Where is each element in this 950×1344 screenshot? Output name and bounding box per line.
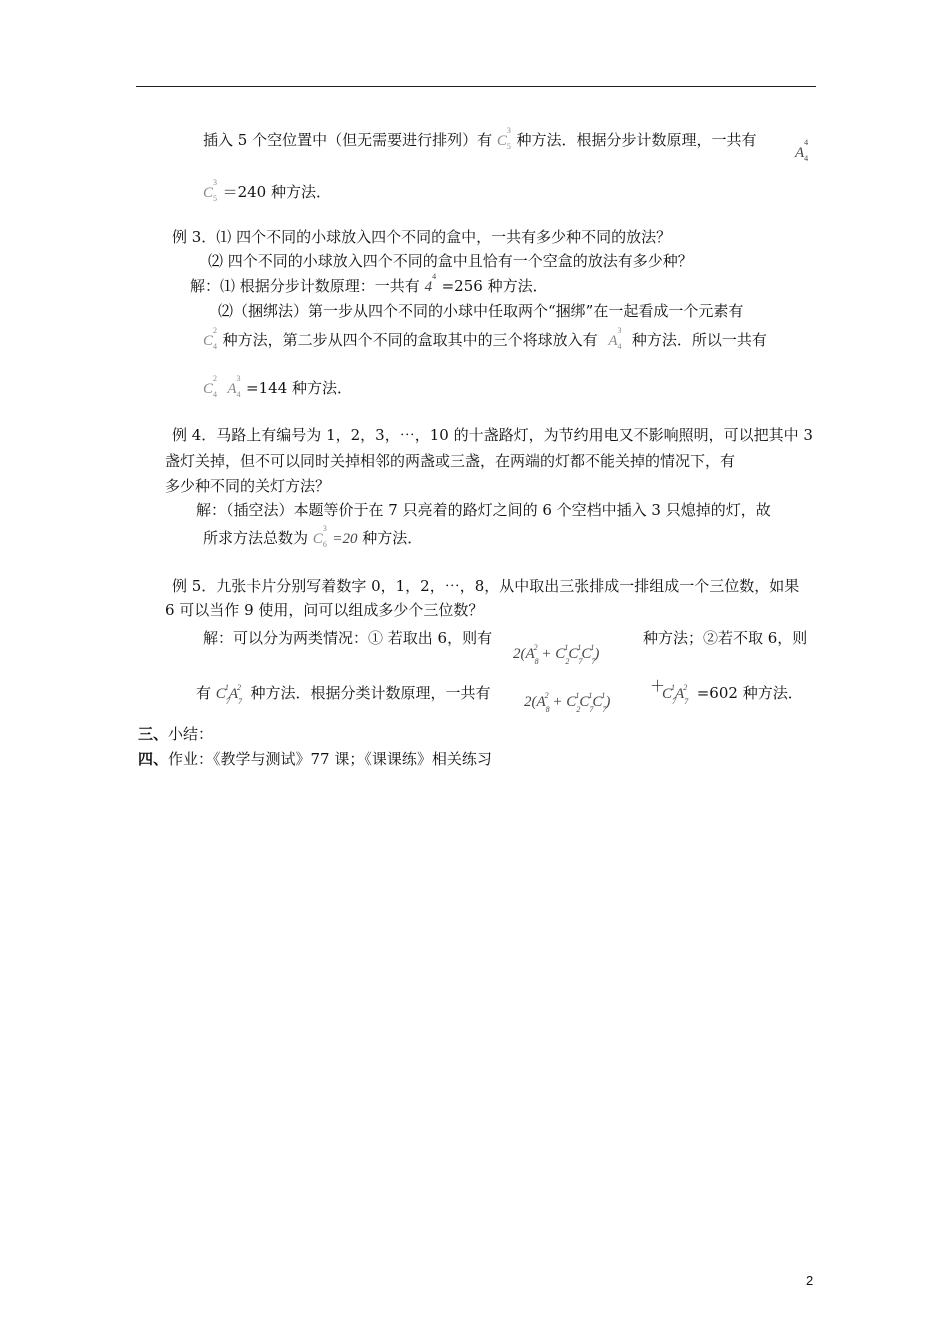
formula-A-4-4: A 4 4: [795, 138, 809, 163]
example-3-question-1: 例 3．⑴ 四个不同的小球放入四个不同的盒中，一共有多少种不同的放法？: [172, 228, 672, 246]
example-5-answer-1: 解：可以分为两类情况：① 若取出 6，则有: [203, 629, 493, 647]
section-homework: 四、作业：《教学与测试》77 课；《课课练》相关练习: [138, 750, 492, 768]
example-3-answer-3: C 4 2 种方法，第二步从四个不同的盒取其中的三个将球放入有 A 4 3 种方法．所以一共有: [203, 326, 767, 351]
section-summary: 三、小结：: [138, 725, 214, 743]
example-4-question-3: 多少种不同的关灯方法？: [165, 477, 331, 495]
example-5-answer-1-tail: 种方法；②若不取 6，则: [643, 629, 808, 647]
plus-sign: ＋: [650, 677, 666, 695]
example-4-question-2: 盏灯关掉，但不可以同时关掉相邻的两盏或三盏，在两端的灯都不能关掉的情况下，有: [165, 452, 736, 470]
example-3-answer-1: 解：⑴ 根据分步计数原理：一共有 4 4 =256 种方法．: [190, 272, 548, 295]
formula-C-5-3: C 5 3: [496, 126, 511, 151]
example-3-answer-4: C 4 2 A 4 3 =144 种方法．: [203, 374, 353, 399]
example-5-answer-2-tail: $C_7^1A_7^2 =602$ 种方法．: [662, 683, 803, 706]
text-line: C 5 3 ＝240 种方法．: [203, 178, 331, 203]
header-rule: [136, 86, 816, 87]
example-5-question-1: 例 5．九张卡片分别写着数字 0，1，2，⋯，8，从中取出三张排成一排组成一个三位数，如果: [172, 577, 800, 595]
page-number: 2: [806, 1273, 814, 1288]
example-3-question-2: ⑵ 四个不同的小球放入四个不同的盒中且恰有一个空盒的放法有多少种？: [208, 252, 693, 270]
example-4-answer-2: 所求方法总数为 C 6 3 =20 种方法．: [203, 524, 423, 549]
example-4-question-1: 例 4．马路上有编号为 1，2，3，⋯，10 的十盏路灯，为节约用电又不影响照明，可以把其中 3: [172, 426, 813, 444]
example-5-answer-2: 有 $C_7^1A_7^2$ 种方法．根据分类计数原理，一共有: [196, 683, 491, 706]
text-line: 插入 5 个空位置中（但无需要进行排列）有 C 5 3 种方法．根据分步计数原理，一共有: [203, 126, 757, 151]
example-3-answer-2: ⑵（捆绑法）第一步从四个不同的小球中任取两个“捆绑”在一起看成一个元素有: [218, 302, 744, 320]
formula-case-1: $2(A_8^2 + C_2^1C_7^1C_7^1)$: [513, 643, 600, 666]
example-5-question-2: 6 可以当作 9 使用，问可以组成多少个三位数？: [165, 601, 484, 619]
example-4-answer-1: 解：（插空法）本题等价于在 7 只亮着的路灯之间的 6 个空档中插入 3 只熄掉的灯，故: [196, 501, 771, 519]
formula-total: $2(A_8^2 + C_2^1C_7^1C_7^1)$: [524, 691, 611, 714]
